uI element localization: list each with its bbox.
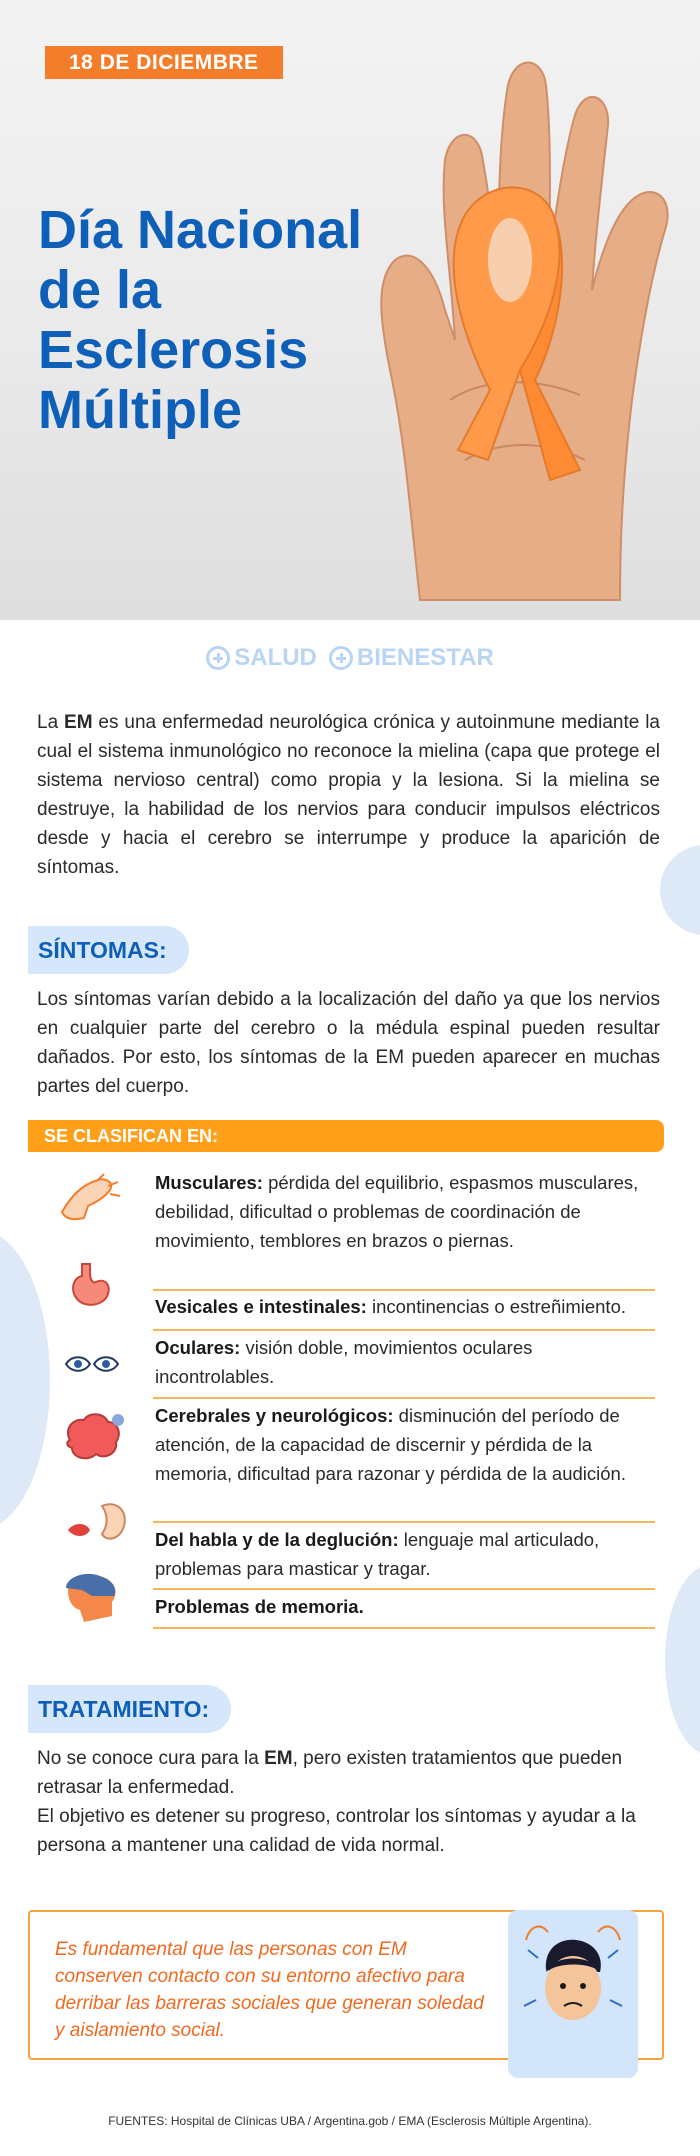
divider bbox=[153, 1397, 655, 1399]
em-term: EM bbox=[64, 712, 93, 733]
brand-salud: SALUD bbox=[234, 644, 317, 671]
sources-footer: FUENTES: Hospital de Clínicas UBA / Argentina.gob / EMA (Esclerosis Múltiple Argentina). bbox=[108, 2114, 592, 2128]
quote-text: Es fundamental que las personas con EM conserven contacto con su entorno afectivo para derribar las barreras sociales que generan soledad y aislamiento social. bbox=[55, 1939, 484, 2041]
arm-muscle-icon bbox=[58, 1172, 122, 1226]
divider bbox=[153, 1521, 655, 1523]
mouth-ear-icon bbox=[66, 1500, 132, 1546]
sintomas-paragraph: Los síntomas varían debido a la localización del daño ya que los nervios en cualquier parte del cerebro o la médula espinal pueden resultar dañados. Por esto, los síntomas de la EM pueden aparecer en muchas partes del cuerpo. bbox=[37, 989, 660, 1097]
symptom-habla: Del habla y de la deglución: lenguaje mal articulado, problemas para masticar y tragar. bbox=[155, 1529, 600, 1579]
plus-circle-icon bbox=[206, 646, 230, 670]
decorative-blob bbox=[665, 1565, 700, 1755]
symptom-cerebrales: Cerebrales y neurológicos: disminución del período de atención, de la capacidad de discernir y pérdida de la memoria, dificultad para razonar y pérdida de la audición. bbox=[155, 1405, 626, 1484]
brand-logo bbox=[0, 640, 700, 676]
person-card bbox=[508, 1910, 638, 2078]
tratamiento-paragraph: No se conoce cura para la EM, pero existen tratamientos que pueden retrasar la enfermedad. El objetivo es detener su progreso, controlar los síntomas y ayudar a la persona a mantener una calidad de vida normal. bbox=[37, 1748, 636, 1856]
brain-icon bbox=[62, 1410, 128, 1466]
sintomas-heading: SÍNTOMAS: bbox=[28, 926, 189, 974]
head-memory-icon bbox=[62, 1572, 124, 1624]
eyes-icon bbox=[64, 1353, 120, 1375]
hero-banner bbox=[0, 0, 700, 620]
plus-circle-icon bbox=[329, 646, 353, 670]
stressed-person-icon bbox=[508, 1910, 638, 2078]
hand-with-ribbon-illustration bbox=[370, 40, 700, 620]
tratamiento-heading: TRATAMIENTO: bbox=[28, 1685, 231, 1733]
date-badge: 18 DE DICIEMBRE bbox=[45, 46, 283, 79]
decorative-blob bbox=[660, 845, 700, 935]
brand-bienestar: BIENESTAR bbox=[356, 644, 494, 671]
intro-paragraph: La EM es una enfermedad neurológica crónica y autoinmune mediante la cual el sistema inmunológico no reconoce la mielina (capa que protege el sistema nervioso central) como propia y la lesiona. Si la mielina se destruye, la habilidad de los nervios para conducir impulsos eléctricos desde y hacia el cerebro se interrumpe y produce la aparición de síntomas. bbox=[37, 712, 660, 878]
em-term: EM bbox=[264, 1748, 293, 1769]
symptom-memoria: Problemas de memoria. bbox=[155, 1596, 364, 1617]
stomach-icon bbox=[68, 1262, 112, 1310]
page-title: Día Nacional de la Esclerosis Múltiple bbox=[38, 200, 363, 440]
divider bbox=[153, 1627, 655, 1629]
divider bbox=[153, 1289, 655, 1291]
symptom-vesicales: Vesicales e intestinales: incontinencias o estreñimiento. bbox=[155, 1296, 627, 1317]
symptom-musculares: Musculares: pérdida del equilibrio, espasmos musculares, debilidad, dificultad o problemas de coordinación de movimiento, temblores en brazos o piernas. bbox=[155, 1172, 639, 1251]
decorative-blob bbox=[0, 1230, 50, 1530]
divider bbox=[153, 1329, 655, 1331]
symptom-oculares: Oculares: visión doble, movimientos oculares incontrolables. bbox=[155, 1337, 533, 1387]
classify-bar: SE CLASIFICAN EN: bbox=[28, 1120, 664, 1152]
divider bbox=[153, 1588, 655, 1590]
